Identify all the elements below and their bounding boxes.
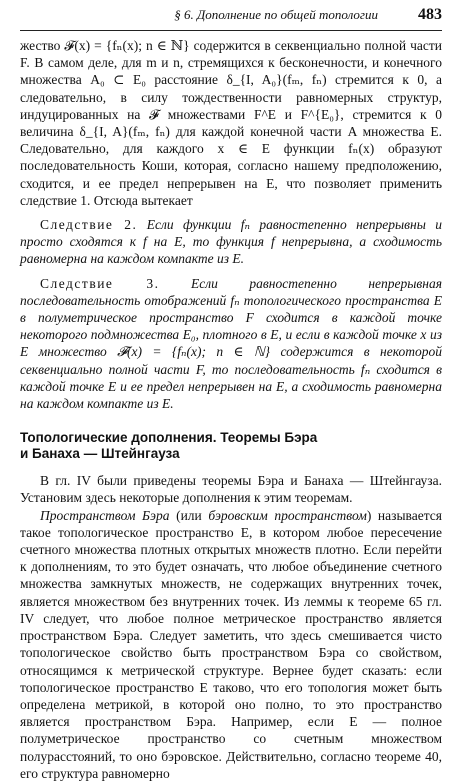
corollary-3-text: Если равностепенно непрерывная последовательность отображений fₙ топологического пространства E в полуметрическое пространство F сходится в каждой точке некоторого подмножества E₀, плотного в E, и если в каждой точке x из E множество 𝓕(x) = {fₙ(x); n ∈ ℕ} содержится в некоторой секвенциально полной части F, то последовательность fₙ сходится в каждой точке E и ее предел непрерывен на E, а сходимость равномерна на каждом компакте из E. bbox=[20, 275, 442, 412]
paragraph-intro: В гл. IV были приведены теоремы Бэра и Банаха — Штейнгауза. Установим здесь некоторые дополнения к этим теоремам. bbox=[20, 473, 442, 506]
paragraph-continuation: жество 𝓕(x) = {fₙ(x); n ∈ ℕ} содержится в секвенциально полной части F. В самом деле, для m и n, стремящихся к бесконечности, и конечного множества A₀ ⊂ E₀ расстояние δ_{I, A₀}(fₘ, fₙ) стремится к 0, а следовательно, в силу тождественности равномерных структур, индуцированных на 𝓕 множествами F^E и F^{E₀}, стремится к 0 величина δ_{I, A}(fₘ, fₙ) для каждой конечной части A множества E. Следовательно, для каждого x ∈ E функции fₙ(x) образуют последовательность Коши, которая, согласно нашему предположению, сходится, и ее предел непрерывен на E, что позволяет применить следствие 1. Отсюда вытекает bbox=[20, 38, 442, 208]
corollary-2-label: Следствие 2. bbox=[40, 217, 138, 233]
header-rule bbox=[20, 30, 442, 31]
paragraph-baire-text: ) называется такое топологическое пространство E, в котором любое пересечение счетного множества плотных открытых множеств плотно. Если перейти к дополнениям, то это будет означать, что любое объединение счетного множества замкнутых множеств, не содержащих внутренних точек, является множеством без внутренних точек. Из леммы к теореме 65 гл. IV следует, что любое полное метрическое пространство является пространством Бэра. Следует заметить, что здесь смешивается чисто топологическое свойство быть пространством Бэра со свойством, относящимся к метрической структуре. Вернее будет сказать: если топологическое пространство E таково, что его топология может быть определена метрикой, в которой оно полно, то это пространство является пространством Бэра. Например, если E — полное полуметрическое пространство со счетным множеством полурасстояний, то оно бэровское. Действительно, согласно теореме 40, его структура равномерно bbox=[20, 507, 442, 781]
corollary-2 bbox=[20, 216, 442, 268]
page-header bbox=[20, 6, 442, 28]
corollary-3-label: Следствие 3. bbox=[40, 275, 160, 291]
term-baire-space-alt: бэровским пространством bbox=[208, 507, 367, 523]
section-heading-line-1: Топологические дополнения. Теоремы Бэра bbox=[20, 430, 318, 446]
section-heading bbox=[20, 430, 442, 462]
corollary-2-text: Если функции fₙ равностепенно непрерывны и просто сходятся к f на E, то функция f непрерывна, а сходимость равномерна на каждом компакте из E. bbox=[20, 217, 442, 267]
term-baire-space: Пространством Бэра bbox=[40, 507, 170, 523]
term-open-paren: (или bbox=[169, 507, 209, 523]
paragraph-baire-definition bbox=[20, 507, 442, 782]
corollary-3 bbox=[20, 275, 442, 413]
page-number: 483 bbox=[418, 6, 442, 23]
section-heading-line-2: и Банаха — Штейнгауза bbox=[20, 446, 180, 462]
running-head: § 6. Дополнение по общей топологии bbox=[174, 7, 378, 22]
